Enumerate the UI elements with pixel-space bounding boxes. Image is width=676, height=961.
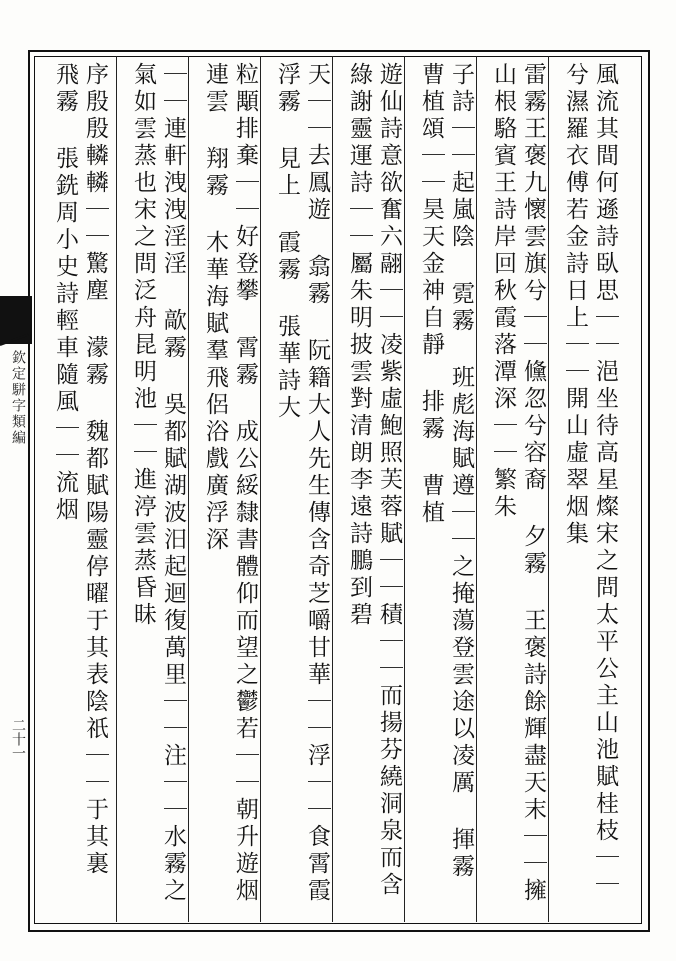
text-column-5: 天｜｜去鳳遊 翕霧 阮籍大人先生傳含奇芝嚼甘華｜｜浮｜｜食霄霞 浮霧 見上 霞霧 張華詩大 (274, 62, 330, 905)
text-column-1: 風流其間何遜詩臥思｜｜浥坐待高星燦宋之問太平公主山池賦桂枝｜｜兮濕羅衣傅若金詩日上｜｜開山虛翠烟集 (562, 62, 618, 899)
column-rule (116, 56, 117, 922)
text-column-4: 遊仙詩意欲奮六翮｜｜凌紫虛鮑照芙蓉賦｜｜積｜｜而揚芬繞洞泉而含綠謝靈運詩｜｜屬朱明披雲對清朗李遠詩鵬到碧 (346, 62, 402, 899)
column-rule (332, 56, 333, 922)
text-column-6: 粒顒排棄｜｜好登攀 霄霧 成公綏隸書體仰而望之鬱若｜｜朝升遊烟連雲 翔霧 木華海賦羣飛侶浴戲廣浮深 (202, 62, 258, 905)
column-rule (260, 56, 261, 922)
text-column-8: 序殷殷轔轔｜｜驚塵 濛霧 魏都賦陽靈停曜于其表陰祇｜｜于其裏 飛霧 張銑周小史詩輕車隨風｜｜流烟 (52, 62, 108, 878)
margin-page-number: 二十一 (10, 718, 26, 760)
text-column-7: ｜｜連軒洩洩淫淫 歊霧 吳都賦湖波汨起迴復萬里｜｜注｜｜水霧之氣如雲蒸也宋之問泛舟昆明池｜｜進渟雲蒸昏昧 (130, 62, 186, 905)
text-column-2: 雷霧王褒九懷雲旗兮｜｜儵忽兮容裔 夕霧 王褒詩餘輝盡天末｜｜擁山根駱賓王詩岸回秋霞落潭深｜｜繁朱 (490, 62, 546, 905)
column-rule (188, 56, 189, 922)
column-rule (476, 56, 477, 922)
column-rule (404, 56, 405, 922)
text-column-3: 子詩｜｜起嵐陰 霓霧 班彪海賦遵｜｜之掩蕩登雲途以凌厲 揮霧 曹植頌｜｜昊天金神自靜 排霧 曹植 (418, 62, 474, 881)
column-rule (548, 56, 549, 922)
page-frame-inner (34, 56, 642, 924)
margin-book-title: 欽定駢字類編 (10, 350, 26, 446)
